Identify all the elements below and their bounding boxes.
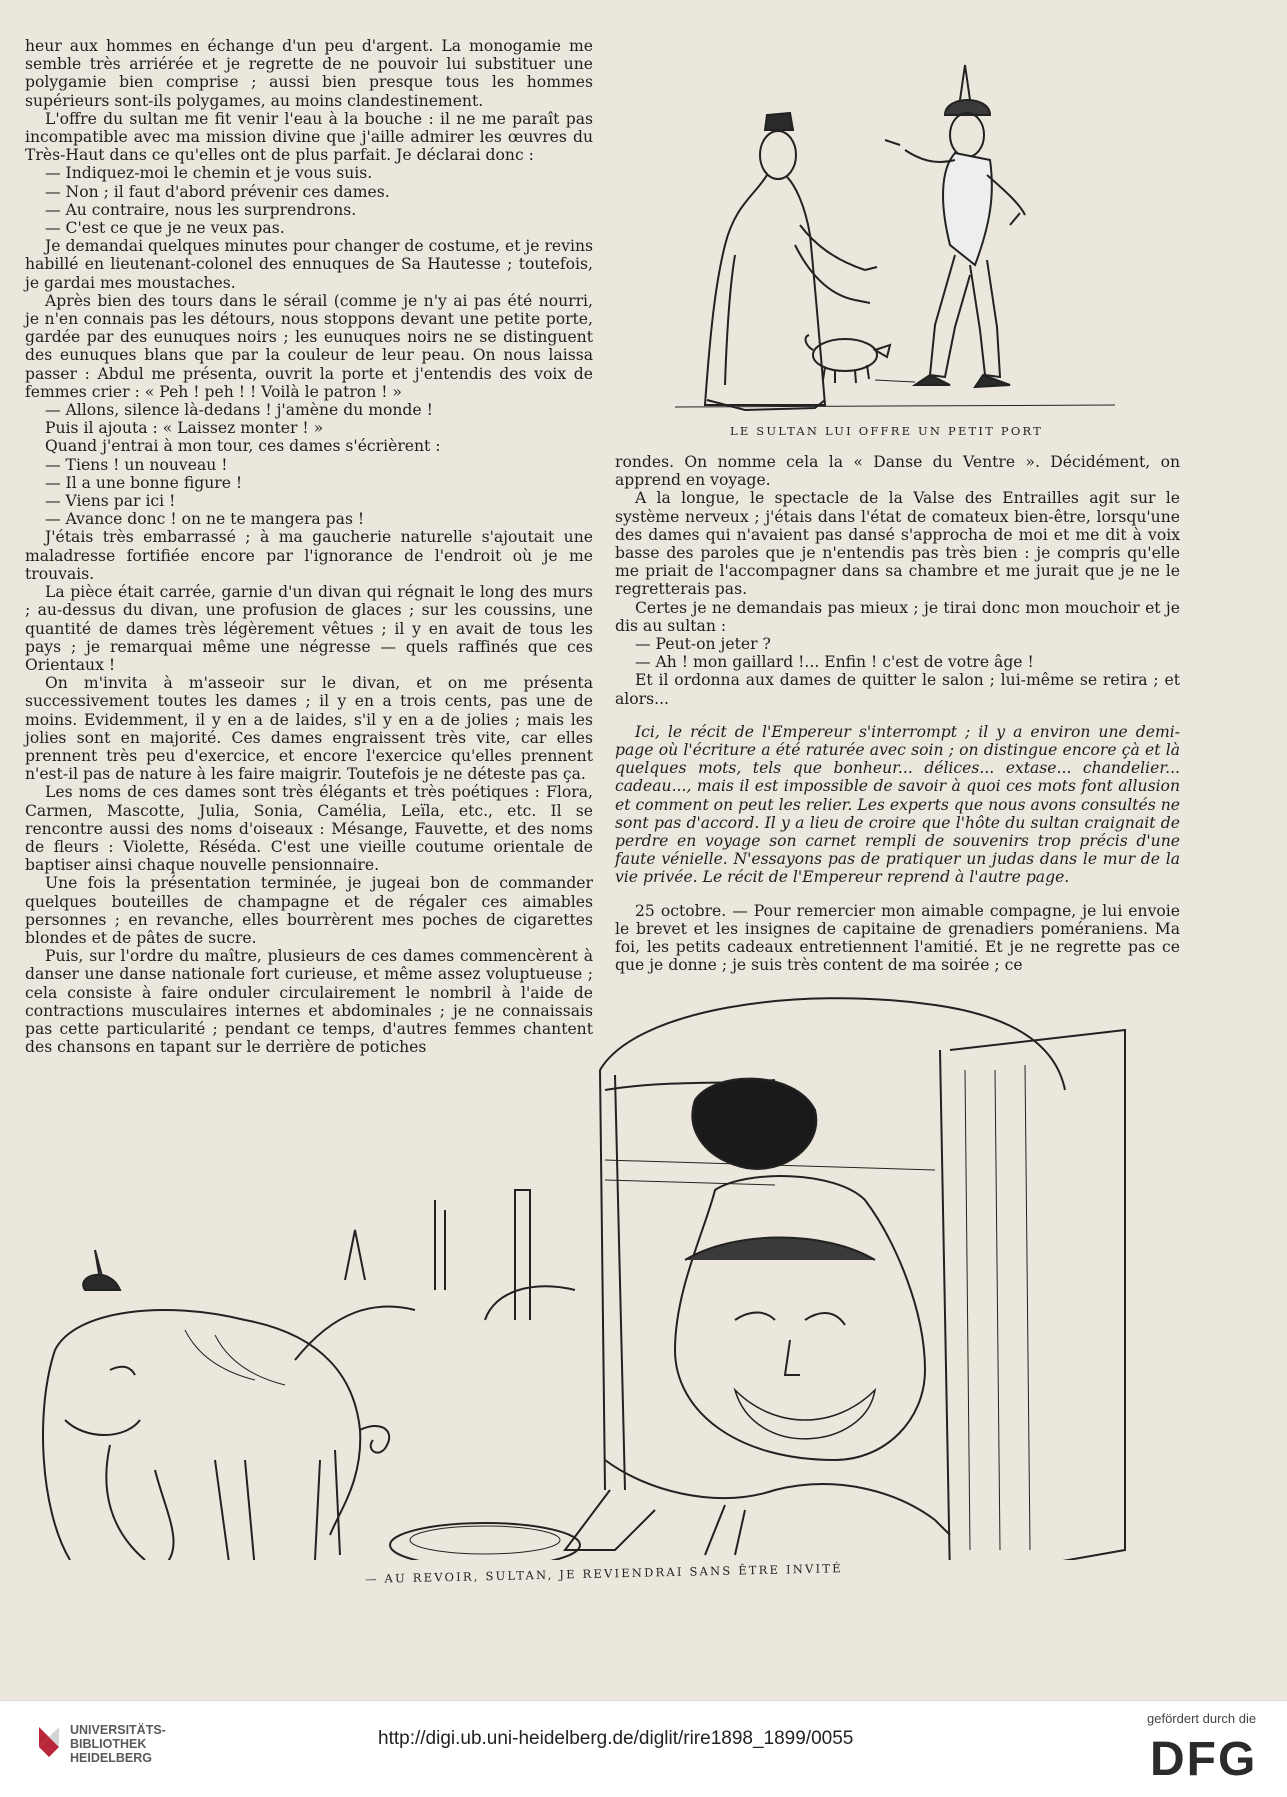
paragraph: 25 octobre. — Pour remercier mon aimable compagne, je lui envoie le brevet et les insignes de capitaine de grenadiers poméraniens. Ma foi, les petits cadeaux entretiennent l'amitié. Et je ne regrette pas ce que je donne ; je suis très content de ma soirée ; ce bbox=[615, 901, 1180, 975]
library-name-line: UNIVERSITÄTS- bbox=[70, 1723, 166, 1737]
paragraph: — C'est ce que je ne veux pas. bbox=[45, 219, 285, 238]
paragraph: Puis il ajouta : « Laissez monter ! » bbox=[45, 419, 324, 438]
paragraph: — Ah ! mon gaillard !... Enfin ! c'est de votre âge ! bbox=[635, 653, 1034, 672]
paragraph: Quand j'entrai à mon tour, ces dames s'écrièrent : bbox=[45, 437, 441, 456]
paragraph: — Indiquez-moi le chemin et je vous suis. bbox=[45, 164, 373, 183]
paragraph: — Peut-on jeter ? bbox=[635, 635, 771, 654]
page-url-link[interactable]: http://digi.ub.uni-heidelberg.de/diglit/rire1898_1899/0055 bbox=[378, 1728, 854, 1749]
sultan-pig-illustration bbox=[615, 45, 1175, 420]
paragraph: — Non ; il faut d'abord prévenir ces dames. bbox=[45, 182, 390, 201]
left-text-column bbox=[25, 37, 593, 1056]
paragraph: rondes. On nomme cela la « Danse du Ventre ». Décidément, on apprend en voyage. bbox=[615, 453, 1180, 490]
paragraph: Les noms de ces dames sont très élégants et très poétiques : Flora, Carmen, Mascotte, Julia, Sonia, Camélia, Leïla, etc., etc. Il se rencontre aussi des noms d'oiseaux : Mésange, Fauvette, et des noms de fleurs : Violette, Réséda. C'est une vieille coutume orientale de baptiser ainsi chaque nouvelle pensionnaire. bbox=[25, 783, 593, 875]
dfg-logo bbox=[1150, 1734, 1272, 1780]
right-text-column bbox=[615, 453, 1180, 974]
paragraph: — Tiens ! un nouveau ! bbox=[45, 455, 228, 474]
library-name-line: HEIDELBERG bbox=[70, 1751, 152, 1765]
paragraph: On m'invita à m'asseoir sur le divan, et on me présenta successivement toutes les dames ; il y en a trois cents, pas une de moins. Evidemment, il y en a de laides, s'il y en a de jolies ; mais les jolies sont en majorité. Ces dames engraissent très vite, car elles prennent très peu d'exercice, et encore l'exercice qu'elles prennent n'est-il pas de nature à les faire maigrir. Toutefois je ne déteste pas ça. bbox=[25, 674, 593, 784]
paragraph: Certes je ne demandais pas mieux ; je tirai donc mon mouchoir et je dis au sultan : bbox=[615, 598, 1180, 635]
paragraph: — Viens par ici ! bbox=[45, 492, 176, 511]
paragraph: Une fois la présentation terminée, je jugeai bon de commander quelques bouteilles de champagne et de régaler ces aimables personnes ; en revanche, elles bourrèrent mes poches de cigarettes blondes et de pâtes de sucre. bbox=[25, 874, 593, 947]
university-library-logo-icon bbox=[35, 1723, 63, 1763]
dfg-logo-text: DFG bbox=[1150, 1734, 1258, 1780]
paragraph: Ici, le récit de l'Empereur s'interrompt ; il y a environ une demi-page où l'écriture a été raturée avec soin ; on distingue encore çà et là quelques mots, tels que bonheur... délices... extase... chandelier... cadeau..., mais il est impossible de savoir à quoi ces mots font allusion et comment on peut les relier. Les experts que nous avons consultés ne sont pas d'accord. Il y a lieu de croire que l'hôte du sultan craignait de perdre en voyage son carnet rempli de souvenirs trop précis d'une faute vénielle. N'essayons pas de pratiquer un judas dans le mur de la vie privée. Le récit de l'Empereur reprend à l'autre page. bbox=[615, 722, 1180, 887]
paragraph: — Au contraire, nous les surprendrons. bbox=[45, 200, 357, 219]
library-name-line: BIBLIOTHEK bbox=[70, 1737, 147, 1751]
funding-label: gefördert durch die bbox=[1147, 1711, 1257, 1726]
paragraph: — Allons, silence là-dedans ! j'amène du monde ! bbox=[45, 401, 433, 420]
paragraph: L'offre du sultan me fit venir l'eau à la bouche : il ne me paraît pas incompatible avec ma mission divine que j'aille admirer les œuvres du Très-Haut dans ce qu'elles ont de plus parfait. Je déclarai donc : bbox=[25, 109, 593, 165]
paragraph: Je demandai quelques minutes pour changer de costume, et je revins habillé en lieutenant-colonel des ennuques de Sa Hautesse ; toutefois, je gardai mes moustaches. bbox=[25, 237, 593, 292]
kaiser-pig-illustration bbox=[15, 990, 1265, 1560]
paragraph: — Il a une bonne figure ! bbox=[45, 473, 243, 492]
paragraph: Puis, sur l'ordre du maître, plusieurs de ces dames commencèrent à danser une danse nationale fort curieuse, et même assez voluptueuse ; cela consiste à faire onduler circulairement le nombril à l'aide de contractions musculaires internes et abdominales ; je ne connaissais pas cette particularité ; pendant ce temps, d'autres femmes chantent des chansons en tapant sur le derrière de potiches bbox=[25, 947, 593, 1057]
paragraph: La pièce était carrée, garnie d'un divan qui régnait le long des murs ; au-dessus du divan, une profusion de glaces ; sur les coussins, une quantité de dames très légèrement vêtues ; il y en avait de tous les pays ; je remarquai même une négresse — quels raffinés que ces Orientaux ! bbox=[25, 583, 593, 674]
bottom-illustration-caption: — AU REVOIR, SULTAN, JE REVIENDRAI SANS ÊTRE INVITÉ bbox=[364, 1561, 843, 1586]
paragraph: Après bien des tours dans le sérail (comme je n'y ai pas été nourri, je n'en connais pas les détours, nous stoppons devant une petite porte, gardée par des eunuques noirs ; les eunuques noirs ne se distinguent des eunuques blans que par la couleur de leur peau. On nous laissa passer : Abdul me présenta, ouvrit la porte et j'entendis des voix de femmes crier : « Peh ! peh ! ! Voilà le patron ! » bbox=[25, 291, 593, 401]
footer-bar bbox=[0, 1700, 1287, 1797]
paragraph: — Avance donc ! on ne te mangera pas ! bbox=[45, 510, 365, 529]
paragraph: Et il ordonna aux dames de quitter le salon ; lui-même se retira ; et alors... bbox=[615, 671, 1180, 708]
paragraph: heur aux hommes en échange d'un peu d'argent. La monogamie me semble très arriérée et je regrette de ne pouvoir lui substituer une polygamie bien comprise ; aussi bien presque tous les hommes supérieurs sont-ils polygames, au moins clandestinement. bbox=[25, 37, 593, 110]
top-illustration-caption: LE SULTAN LUI OFFRE UN PETIT PORT bbox=[730, 424, 1043, 438]
library-name bbox=[70, 1723, 166, 1765]
paragraph: A la longue, le spectacle de la Valse des Entrailles agit sur le système nerveux ; j'étais dans l'état de comateux bien-être, lorsqu'une des dames qui n'avaient pas dansé s'approcha de moi et me dit à voix basse des paroles que je n'entendis pas très bien : je compris qu'elle me priait de l'accompagner dans sa chambre et me jurait que je ne le regretterais pas. bbox=[615, 489, 1180, 599]
paragraph: J'étais très embarrassé ; à ma gaucherie naturelle s'ajoutait une maladresse fortifiée encore par l'ignorance de l'endroit où je me trouvais. bbox=[25, 528, 593, 583]
